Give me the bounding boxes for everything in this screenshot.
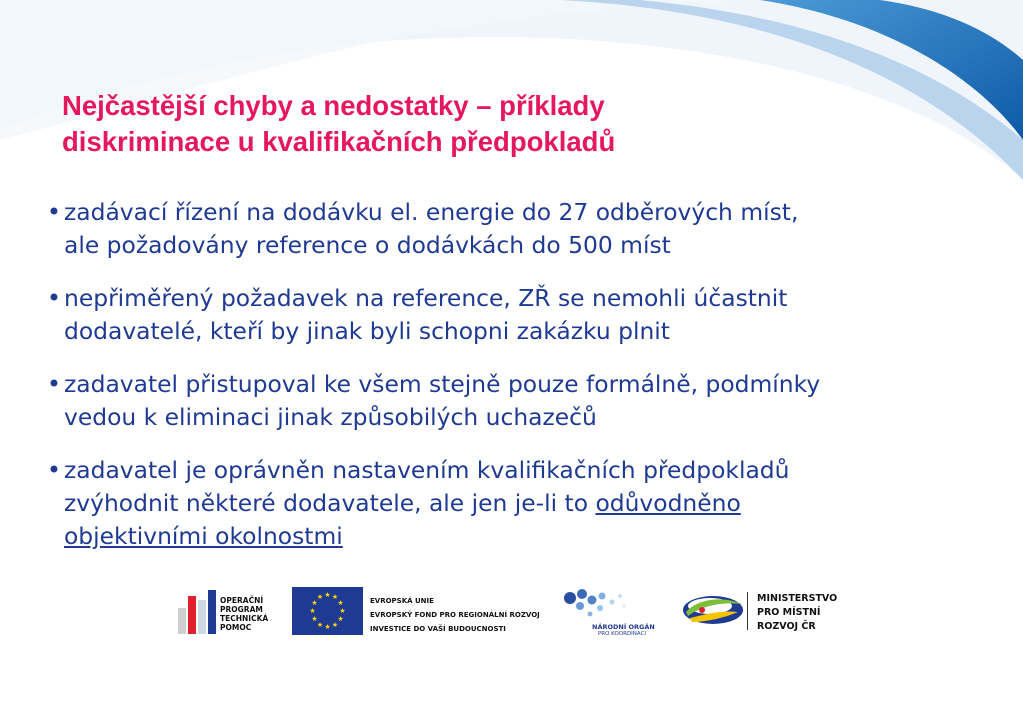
- bullet-item: [44, 282, 1004, 348]
- mmr-divider: [747, 592, 748, 630]
- narodni-organ-logo-text: [592, 623, 655, 638]
- narodni-organ-logo-icon: [562, 584, 632, 624]
- svg-text:★: ★: [316, 621, 324, 629]
- title-line-2: diskriminace u kvalifikačních předpokladů: [62, 126, 616, 157]
- eu-flag-icon: [292, 587, 363, 635]
- bullet-line: ale požadovány reference o dodávkách do 500 míst: [64, 231, 671, 259]
- svg-text:★: ★: [316, 593, 324, 601]
- svg-text:★: ★: [331, 593, 339, 601]
- title-line-1: Nejčastější chyby a nedostatky – příklady: [62, 90, 605, 121]
- mmr-line: ROZVOJ ČR: [757, 621, 816, 632]
- mmr-logo-icon: [680, 590, 746, 630]
- bullet-list: [44, 196, 1004, 573]
- svg-text:★: ★: [309, 607, 316, 615]
- svg-text:★: ★: [324, 591, 331, 599]
- bullet-marker: •: [46, 284, 62, 312]
- bullet-text: [64, 454, 789, 553]
- optp-logo-icon: [176, 588, 218, 636]
- bullet-line: zadávací řízení na dodávku el. energie do 27 odběrových míst,: [64, 198, 799, 226]
- no-line: NÁRODNÍ ORGÁN: [592, 623, 655, 631]
- mmr-line: MINISTERSTVO: [757, 593, 838, 604]
- bullet-item: [44, 368, 1004, 434]
- bullet-line-prefix: zvýhodnit některé dodavatele, ale jen je-li to: [64, 489, 596, 517]
- bullet-line: zadavatel je oprávněn nastavením kvalifikačních předpokladů: [64, 456, 790, 484]
- bullet-text: [64, 368, 820, 434]
- bullet-marker: •: [46, 198, 62, 226]
- optp-logo-text: [220, 596, 268, 632]
- svg-text:★: ★: [337, 615, 344, 623]
- bullet-text: [64, 282, 787, 348]
- bullet-marker: •: [46, 456, 62, 484]
- mmr-line: PRO MÍSTNÍ: [757, 607, 821, 618]
- svg-text:★: ★: [337, 599, 344, 607]
- no-line: PRO KOORDINACI: [597, 631, 647, 637]
- bullet-line: [64, 520, 789, 553]
- svg-text:★: ★: [311, 599, 318, 607]
- svg-text:★: ★: [324, 623, 331, 631]
- optp-line: OPERAČNÍ: [220, 596, 264, 605]
- eu-line: INVESTICE DO VAŠÍ BUDOUCNOSTI: [370, 625, 506, 633]
- bullet-marker: •: [46, 370, 62, 398]
- optp-line: POMOC: [220, 623, 252, 632]
- mmr-logo-text: [757, 592, 837, 634]
- svg-text:★: ★: [339, 607, 346, 615]
- slide-title: [62, 88, 822, 160]
- optp-line: TECHNICKÁ: [220, 614, 269, 623]
- footer-logos: [0, 580, 1023, 650]
- eu-logo-text: [370, 594, 540, 636]
- eu-line: EVROPSKÝ FOND PRO REGIONÁLNÍ ROZVOJ: [370, 611, 540, 619]
- justification-link[interactable]: odůvodněno: [595, 489, 741, 517]
- svg-text:★: ★: [331, 621, 339, 629]
- bullet-line: zadavatel přistupoval ke všem stejně pouze formálně, podmínky: [64, 370, 821, 398]
- optp-line: PROGRAM: [220, 605, 263, 614]
- bullet-line: nepřiměřený požadavek na reference, ZŘ se nemohli účastnit: [64, 284, 788, 312]
- bullet-item: [44, 196, 1004, 262]
- bullet-line: vedou k eliminaci jinak způsobilých uchazečů: [64, 403, 597, 431]
- bullet-item: [44, 454, 1004, 553]
- bullet-line: dodavatelé, kteří by jinak byli schopni zakázku plnit: [64, 317, 670, 345]
- svg-text:★: ★: [311, 615, 318, 623]
- eu-line: EVROPSKÁ UNIE: [370, 597, 434, 605]
- bullet-text: [64, 196, 798, 262]
- bullet-line: [64, 487, 789, 520]
- justification-link-continued[interactable]: objektivními okolnostmi: [64, 522, 343, 550]
